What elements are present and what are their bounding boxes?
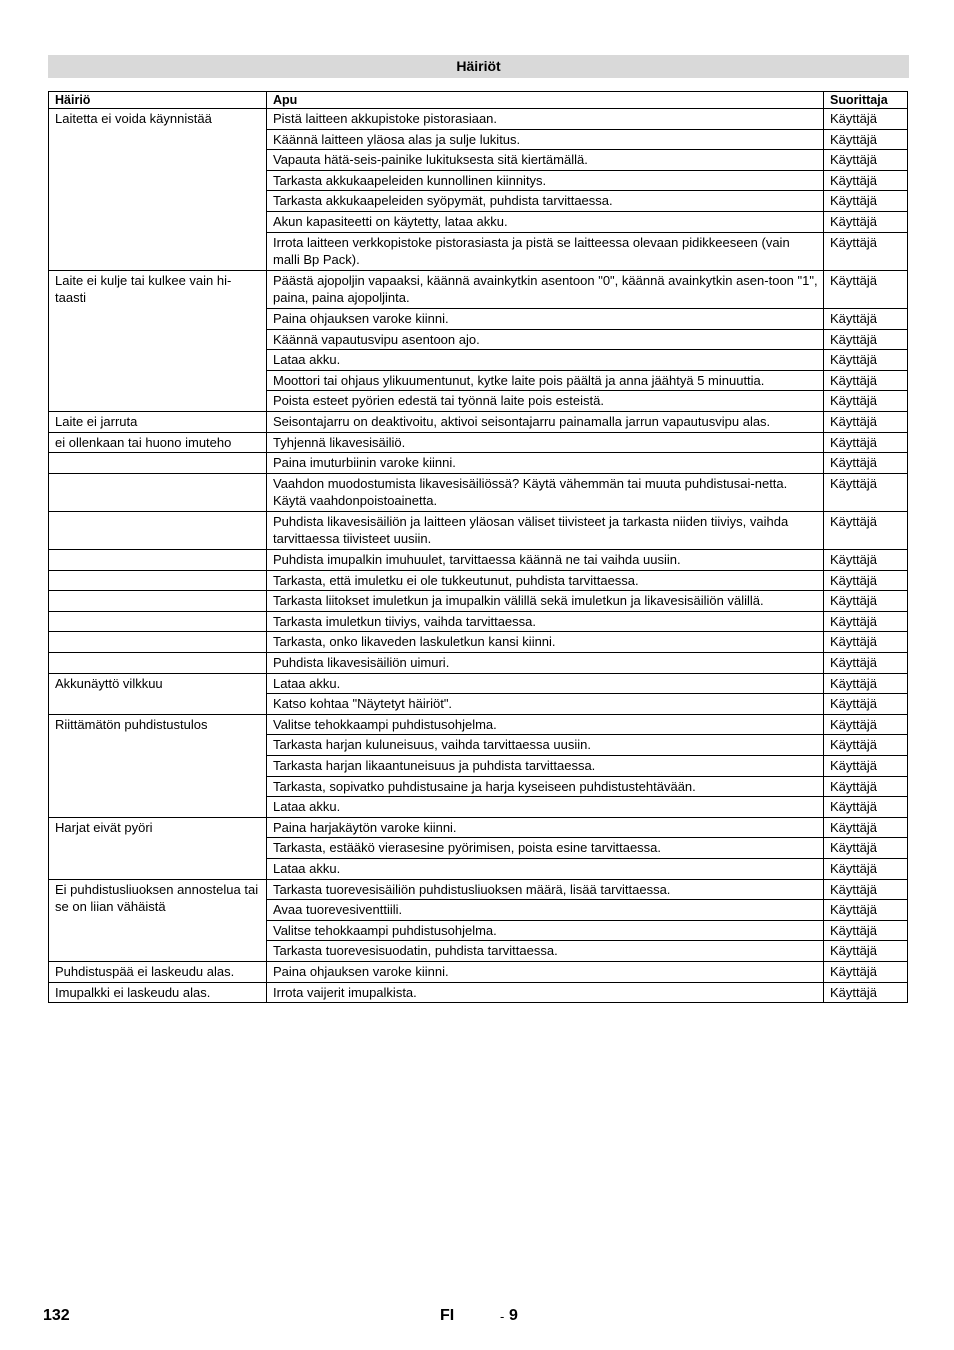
table-row	[49, 453, 908, 474]
help-cell: Käännä laitteen yläosa alas ja sulje lukitus.	[267, 129, 824, 150]
help-cell: Tyhjennä likavesisäiliö.	[267, 432, 824, 453]
performer-cell: Käyttäjä	[824, 453, 908, 474]
help-cell: Tarkasta imuletkun tiiviys, vaihda tarvittaessa.	[267, 611, 824, 632]
fault-cell	[49, 632, 267, 653]
table-row	[49, 673, 908, 694]
table-row	[49, 632, 908, 653]
table-body	[49, 109, 908, 1003]
table-row	[49, 473, 908, 511]
help-cell: Puhdista likavesisäiliön ja laitteen yläosan väliset tiivisteet ja tarkasta niiden tiiviys, vaihda tarvittaessa tiivisteet uusiin.	[267, 511, 824, 549]
help-cell: Irrota vaijerit imupalkista.	[267, 982, 824, 1003]
performer-cell: Käyttäjä	[824, 211, 908, 232]
performer-cell: Käyttäjä	[824, 109, 908, 130]
help-cell: Vaahdon muodostumista likavesisäiliössä? Käytä vähemmän tai muuta puhdistusai-netta. Käytä vaahdonpoistoainetta.	[267, 473, 824, 511]
help-cell: Paina ohjauksen varoke kiinni.	[267, 961, 824, 982]
performer-cell: Käyttäjä	[824, 570, 908, 591]
help-cell: Moottori tai ohjaus ylikuumentunut, kytke laite pois päältä ja anna jäähtyä 5 minuuttia.	[267, 370, 824, 391]
performer-cell: Käyttäjä	[824, 632, 908, 653]
performer-cell: Käyttäjä	[824, 961, 908, 982]
footer-separator: -	[500, 1309, 505, 1324]
help-cell: Paina harjakäytön varoke kiinni.	[267, 817, 824, 838]
help-cell: Tarkasta akkukaapeleiden syöpymät, puhdista tarvittaessa.	[267, 191, 824, 212]
performer-cell: Käyttäjä	[824, 550, 908, 571]
performer-cell: Käyttäjä	[824, 900, 908, 921]
table-header-row	[49, 92, 908, 109]
performer-cell: Käyttäjä	[824, 391, 908, 412]
help-cell: Pistä laitteen akkupistoke pistorasiaan.	[267, 109, 824, 130]
help-cell: Seisontajarru on deaktivoitu, aktivoi seisontajarru painamalla jarrun vapautusvipu alas.	[267, 411, 824, 432]
fault-cell	[49, 511, 267, 549]
help-cell: Valitse tehokkaampi puhdistusohjelma.	[267, 920, 824, 941]
performer-cell: Käyttäjä	[824, 270, 908, 308]
fault-cell: ei ollenkaan tai huono imuteho	[49, 432, 267, 453]
performer-cell: Käyttäjä	[824, 879, 908, 900]
performer-cell: Käyttäjä	[824, 370, 908, 391]
table-row	[49, 961, 908, 982]
performer-cell: Käyttäjä	[824, 170, 908, 191]
column-header-help: Apu	[267, 92, 824, 109]
table-row	[49, 714, 908, 735]
troubleshooting-table	[48, 91, 908, 1003]
performer-cell: Käyttäjä	[824, 432, 908, 453]
performer-cell: Käyttäjä	[824, 232, 908, 270]
fault-cell: Laite ei kulje tai kulkee vain hi-taasti	[49, 270, 267, 411]
performer-cell: Käyttäjä	[824, 858, 908, 879]
performer-cell: Käyttäjä	[824, 308, 908, 329]
fault-cell: Laite ei jarruta	[49, 411, 267, 432]
fault-cell	[49, 591, 267, 612]
fault-cell	[49, 653, 267, 674]
help-cell: Paina ohjauksen varoke kiinni.	[267, 308, 824, 329]
page-number: 132	[43, 1307, 70, 1324]
performer-cell: Käyttäjä	[824, 591, 908, 612]
help-cell: Tarkasta, että imuletku ei ole tukkeutunut, puhdista tarvittaessa.	[267, 570, 824, 591]
performer-cell: Käyttäjä	[824, 350, 908, 371]
performer-cell: Käyttäjä	[824, 982, 908, 1003]
fault-cell: Imupalkki ei laskeudu alas.	[49, 982, 267, 1003]
performer-cell: Käyttäjä	[824, 776, 908, 797]
fault-cell: Akkunäyttö vilkkuu	[49, 673, 267, 714]
language-code: FI	[440, 1307, 455, 1324]
table-row	[49, 109, 908, 130]
help-cell: Tarkasta tuorevesisuodatin, puhdista tarvittaessa.	[267, 941, 824, 962]
fault-cell: Ei puhdistusliuoksen annostelua tai se on liian vähäistä	[49, 879, 267, 961]
performer-cell: Käyttäjä	[824, 511, 908, 549]
help-cell: Käännä vapautusvipu asentoon ajo.	[267, 329, 824, 350]
help-cell: Akun kapasiteetti on käytetty, lataa akku.	[267, 211, 824, 232]
column-header-performer: Suorittaja	[824, 92, 908, 109]
fault-cell	[49, 473, 267, 511]
table-row	[49, 511, 908, 549]
help-cell: Tarkasta, estääkö vierasesine pyörimisen, poista esine tarvittaessa.	[267, 838, 824, 859]
sub-page-number: 9	[509, 1307, 518, 1324]
performer-cell: Käyttäjä	[824, 817, 908, 838]
help-cell: Tarkasta liitokset imuletkun ja imupalkin välillä sekä imuletkun ja likavesisäiliön välillä.	[267, 591, 824, 612]
table-row	[49, 879, 908, 900]
help-cell: Tarkasta harjan kuluneisuus, vaihda tarvittaessa uusiin.	[267, 735, 824, 756]
fault-cell: Riittämätön puhdistustulos	[49, 714, 267, 817]
performer-cell: Käyttäjä	[824, 735, 908, 756]
performer-cell: Käyttäjä	[824, 694, 908, 715]
performer-cell: Käyttäjä	[824, 473, 908, 511]
fault-cell: Puhdistuspää ei laskeudu alas.	[49, 961, 267, 982]
help-cell: Puhdista likavesisäiliön uimuri.	[267, 653, 824, 674]
section-title: Häiriöt	[48, 55, 909, 78]
help-cell: Lataa akku.	[267, 858, 824, 879]
performer-cell: Käyttäjä	[824, 756, 908, 777]
help-cell: Valitse tehokkaampi puhdistusohjelma.	[267, 714, 824, 735]
help-cell: Avaa tuorevesiventtiili.	[267, 900, 824, 921]
help-cell: Tarkasta harjan likaantuneisuus ja puhdista tarvittaessa.	[267, 756, 824, 777]
fault-cell: Laitetta ei voida käynnistää	[49, 109, 267, 271]
help-cell: Vapauta hätä-seis-painike lukituksesta sitä kiertämällä.	[267, 150, 824, 171]
performer-cell: Käyttäjä	[824, 191, 908, 212]
performer-cell: Käyttäjä	[824, 653, 908, 674]
performer-cell: Käyttäjä	[824, 673, 908, 694]
performer-cell: Käyttäjä	[824, 411, 908, 432]
help-cell: Lataa akku.	[267, 797, 824, 818]
fault-cell	[49, 453, 267, 474]
column-header-fault: Häiriö	[49, 92, 267, 109]
help-cell: Poista esteet pyörien edestä tai työnnä laite pois esteistä.	[267, 391, 824, 412]
help-cell: Tarkasta tuorevesisäiliön puhdistusliuoksen määrä, lisää tarvittaessa.	[267, 879, 824, 900]
performer-cell: Käyttäjä	[824, 611, 908, 632]
fault-cell: Harjat eivät pyöri	[49, 817, 267, 879]
table-row	[49, 817, 908, 838]
fault-cell	[49, 570, 267, 591]
help-cell: Lataa akku.	[267, 350, 824, 371]
table-row	[49, 570, 908, 591]
performer-cell: Käyttäjä	[824, 838, 908, 859]
fault-cell	[49, 611, 267, 632]
help-cell: Katso kohtaa "Näytetyt häiriöt".	[267, 694, 824, 715]
performer-cell: Käyttäjä	[824, 329, 908, 350]
help-cell: Tarkasta, onko likaveden laskuletkun kansi kiinni.	[267, 632, 824, 653]
fault-cell	[49, 550, 267, 571]
performer-cell: Käyttäjä	[824, 941, 908, 962]
help-cell: Irrota laitteen verkkopistoke pistorasiasta ja pistä se laitteessa olevaan pidikkeeseen (vain malli Bp Pack).	[267, 232, 824, 270]
performer-cell: Käyttäjä	[824, 797, 908, 818]
table-row	[49, 591, 908, 612]
table-row	[49, 432, 908, 453]
table-row	[49, 653, 908, 674]
performer-cell: Käyttäjä	[824, 920, 908, 941]
table-row	[49, 270, 908, 308]
help-cell: Paina imuturbiinin varoke kiinni.	[267, 453, 824, 474]
table-row	[49, 611, 908, 632]
help-cell: Lataa akku.	[267, 673, 824, 694]
performer-cell: Käyttäjä	[824, 714, 908, 735]
help-cell: Tarkasta, sopivatko puhdistusaine ja harja kyseiseen puhdistustehtävään.	[267, 776, 824, 797]
performer-cell: Käyttäjä	[824, 129, 908, 150]
help-cell: Tarkasta akkukaapeleiden kunnollinen kiinnitys.	[267, 170, 824, 191]
performer-cell: Käyttäjä	[824, 150, 908, 171]
table-row	[49, 550, 908, 571]
table-row	[49, 982, 908, 1003]
help-cell: Päästä ajopoljin vapaaksi, käännä avainkytkin asentoon "0", käännä avainkytkin asen-toon "1", paina, paina ajopoljinta.	[267, 270, 824, 308]
table-row	[49, 411, 908, 432]
help-cell: Puhdista imupalkin imuhuulet, tarvittaessa käännä ne tai vaihda uusiin.	[267, 550, 824, 571]
